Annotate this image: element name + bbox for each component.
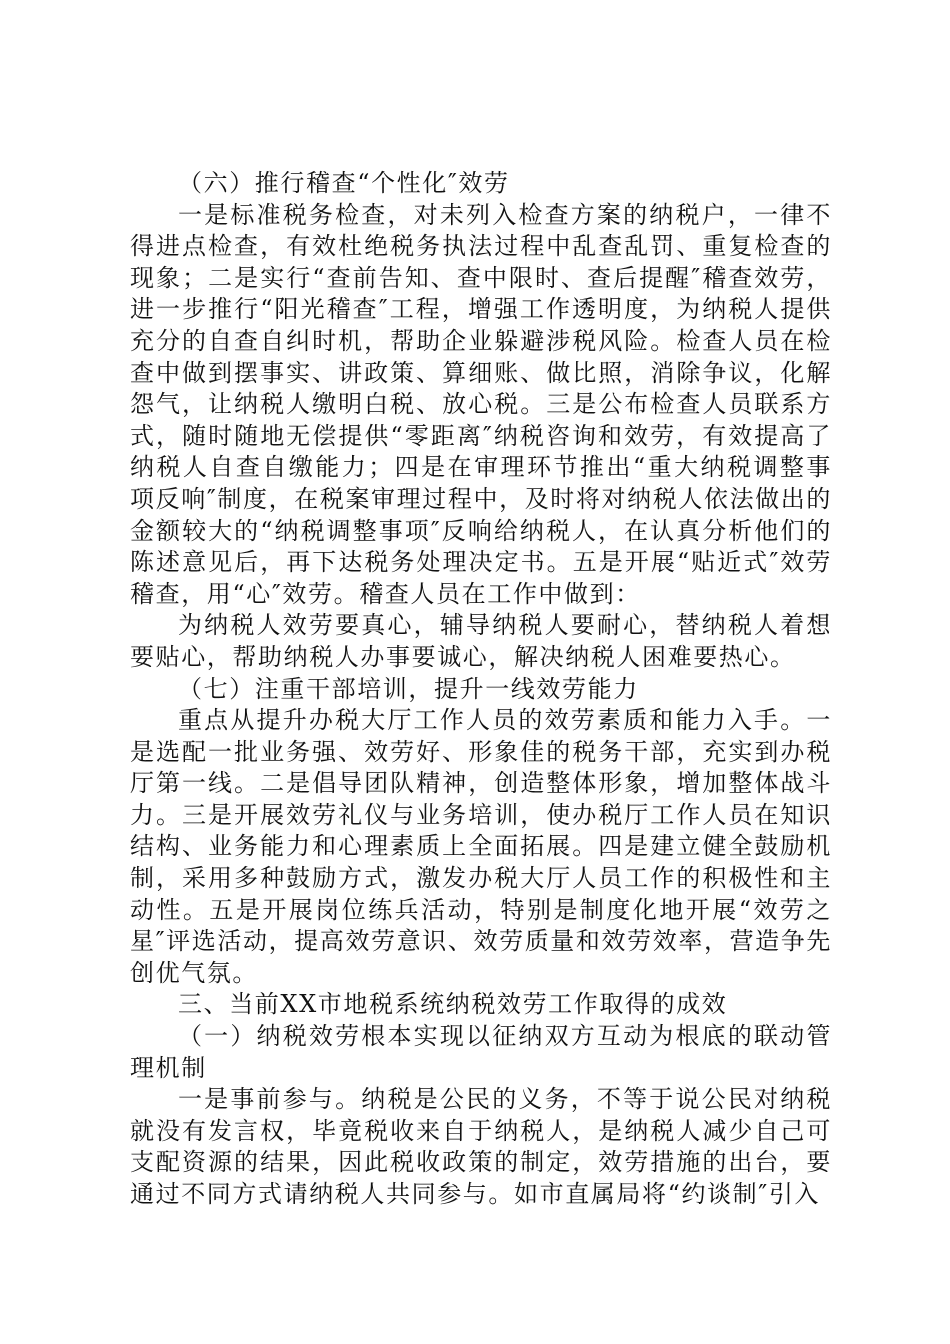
paragraph-staff-training: 重点从提升办税大厅工作人员的效劳素质和能力入手。一是选配一批业务强、效劳好、形象佳的税务干部，充实到办税厅第一线。二是倡导团队精神，创造整体形象，增加整体战斗力。三是开展效劳礼仪与业务培训，使办税厅工作人员在知识结构、业务能力和心理素质上全面拓展。四是建立健全鼓励机制，采用多种鼓励方式，激发办税大厅人员工作的积极性和主动性。五是开展岗位练兵活动，特别是制度化地开展“效劳之星″评选活动，提高效劳意识、效劳质量和效劳效率，营造争先创优气氛。 bbox=[130, 706, 832, 987]
section-heading-3: 三、当前XX市地税系统纳税效劳工作取得的成效 bbox=[178, 990, 728, 1019]
document-body bbox=[130, 168, 832, 1211]
paragraph-prior-participation: 一是事前参与。纳税是公民的义务，不等于说公民对纳税就没有发言权，毕竟税收来自于纳税人，是纳税人减少自己可支配资源的结果，因此税收政策的制定，效劳措施的出台，要通过不同方式请纳税人共同参与。如市直属局将“约谈制″引入 bbox=[130, 1085, 832, 1208]
paragraph-audit-service: 一是标准税务检查，对未列入检查方案的纳税户，一律不得进点检查，有效杜绝税务执法过程中乱查乱罚、重复检查的现象；二是实行“查前告知、查中限时、查后提醒″稽查效劳，进一步推行“阳光稽查″工程，增强工作透明度，为纳税人提供充分的自查自纠时机，帮助企业躲避涉税风险。检查人员在检查中做到摆事实、讲政策、算细账、做比照，消除争议，化解怨气，让纳税人缴明白税、放心税。三是公布检查人员联系方式，随时随地无偿提供“零距离″纳税咨询和效劳，有效提高了纳税人自查自缴能力；四是在审理环节推出“重大纳税调整事项反响″制度，在税案审理过程中，及时将对纳税人依法做出的金额较大的“纳税调整事项″反响给纳税人，在认真分析他们的陈述意见后，再下达税务处理决定书。五是开展“贴近式″效劳稽查，用“心″效劳。稽查人员在工作中做到： bbox=[130, 200, 832, 608]
section-heading-6: （六）推行稽查“个性化″效劳 bbox=[178, 169, 510, 197]
section-heading-7: （七）注重干部培训，提升一线效劳能力 bbox=[178, 674, 639, 703]
paragraph-five-hearts: 为纳税人效劳要真心，辅导纳税人要耐心，替纳税人着想要贴心，帮助纳税人办事要诚心，解决纳税人困难要热心。 bbox=[130, 611, 832, 671]
subsection-heading-1: （一）纳税效劳根本实现以征纳双方互动为根底的联动管理机制 bbox=[130, 1022, 832, 1082]
